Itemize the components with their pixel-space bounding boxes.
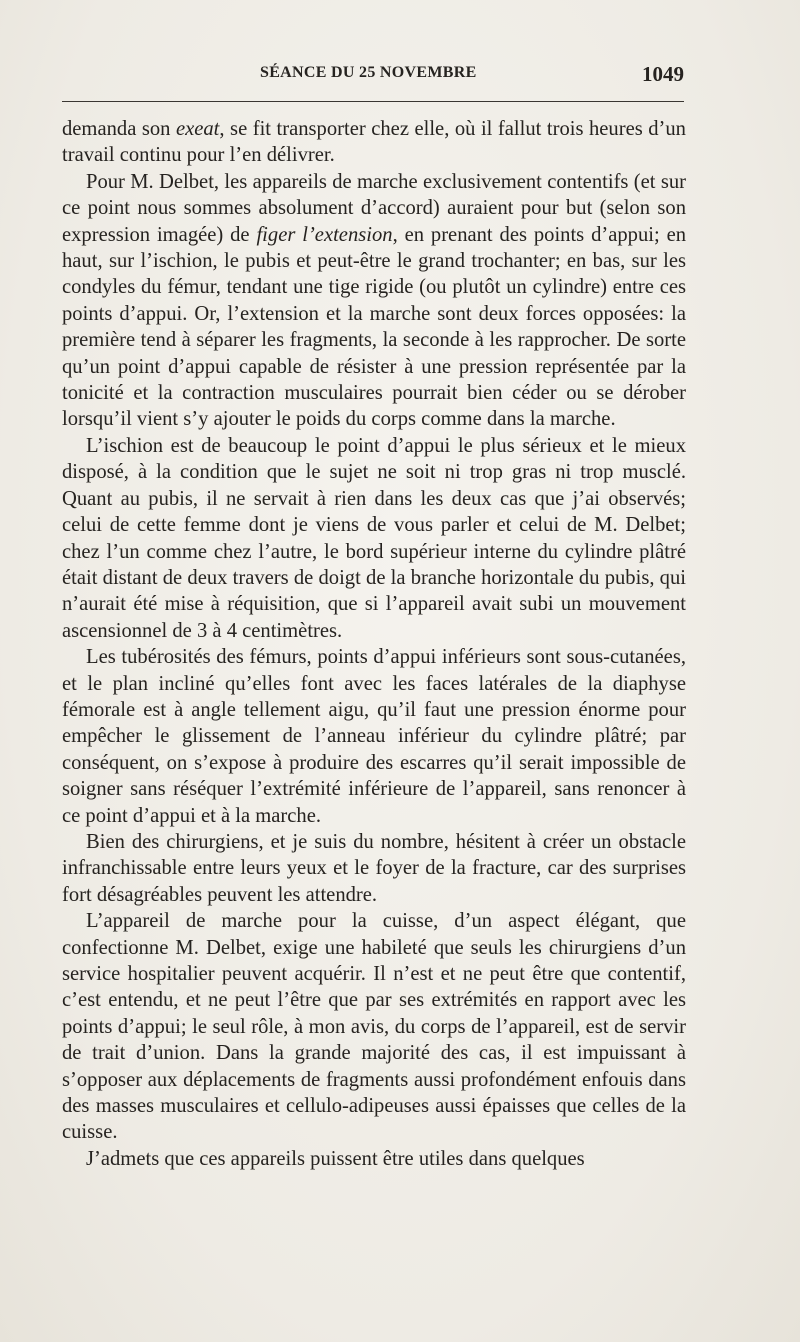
paragraph	[62, 644, 686, 829]
text-run: Pour M. Delbet, les appareils de marche exclusivement contentifs (et sur ce point nous sommes absolument d’accord) auraient pour but (selon son expression imagée) de	[62, 170, 686, 246]
body-text	[62, 116, 686, 1172]
paragraph	[62, 433, 686, 644]
text-run: , en prenant des points d’appui; en haut, sur l’ischion, le pubis et peut-être le grand trochanter; en bas, sur les condyles du fémur, tendant une tige rigide (ou plutôt un cylindre) entre ces points d’appui. Or, l’extension et la marche sont deux forces opposées: la première tend à séparer les fragments, la seconde à les rapprocher. De sorte qu’un point d’appui capable de résister à une pression représentée par la tonicité et la contraction musculaires pourrait bien céder ou se dérober lorsqu’il vient s’y ajouter le poids du corps comme dans la marche.	[62, 223, 687, 431]
text-run: J’admets que ces appareils puissent être utiles dans quelques	[86, 1147, 585, 1170]
paragraph	[62, 908, 686, 1146]
paragraph	[62, 829, 686, 908]
paragraph	[62, 116, 686, 169]
paragraph	[62, 1146, 686, 1172]
running-header	[62, 62, 684, 88]
paragraph	[62, 169, 686, 433]
header-rule	[62, 101, 684, 102]
italic-text-run: exeat	[175, 118, 220, 140]
text-run: Les tubérosités des fémurs, points d’appui inférieurs sont sous-cutanées, et le plan incliné qu’elles font avec les faces latérales de la diaphyse fémorale est à angle tellement aigu, qu’il faut une pression énorme pour empêcher le glissement de l’anneau inférieur du cylindre plâtré; par conséquent, on s’expose à produire des escarres qu’il serait impossible de soigner sans réséquer l’extrémité inférieure de l’appareil, sans renoncer à ce point d’appui et à la marche.	[62, 646, 686, 827]
text-run: demanda son	[62, 118, 176, 140]
header-title: SÉANCE DU 25 NOVEMBRE	[260, 64, 477, 81]
text-run: L’ischion est de beaucoup le point d’appui le plus sérieux et le mieux disposé, à la condition que le sujet ne soit ni trop gras ni trop musclé. Quant au pubis, il ne servait à rien dans les deux cas que j’ai observés; celui de cette femme dont je viens de vous parler et celui de M. Delbet; chez l’un comme chez l’autre, le bord supérieur interne du cylindre plâtré était distant de deux travers de doigt de la branche horizontale du pubis, qui n’aurait été mise à réquisition, que si l’appareil avait subi un mouvement ascensionnel de 3 à 4 centimètres.	[62, 434, 686, 642]
text-run: , se fit transporter chez elle, où il fallut trois heures d’un travail continu pour l’en délivrer.	[62, 118, 686, 167]
italic-text-run: figer l’extension	[256, 223, 393, 246]
page-number: 1049	[642, 62, 684, 86]
text-run: L’appareil de marche pour la cuisse, d’un aspect élégant, que confectionne M. Delbet, exige une habileté que seuls les chirurgiens d’un service hospitalier peuvent acquérir. Il n’est et ne peut être que contentif, c’est entendu, et ne peut l’être que par ses extrémités en rapport avec les points d’appui; le seul rôle, à mon avis, du corps de l’appareil, est de servir de trait d’union. Dans la grande majorité des cas, il est impuissant à s’opposer aux déplacements de fragments aussi profondément enfouis dans des masses musculaires et cellulo-adipeuses aussi épaisses que celles de la cuisse.	[62, 910, 686, 1144]
text-run: Bien des chirurgiens, et je suis du nombre, hésitent à créer un obstacle infranchissable entre leurs yeux et le foyer de la fracture, car des surprises fort désagréables peuvent les attendre.	[62, 830, 686, 906]
